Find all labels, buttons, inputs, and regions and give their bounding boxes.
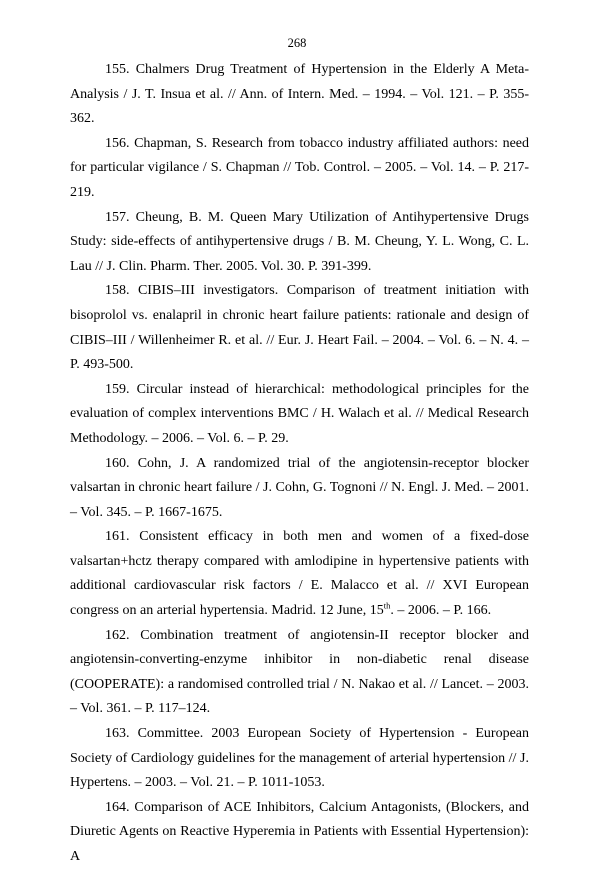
reference-list bbox=[70, 58, 529, 870]
reference-item-160: 160. Cohn, J. A randomized trial of the angiotensin-receptor blocker valsartan in chronic heart failure / J. Cohn, G. Tognoni // N. Engl. J. Med. – 2001. – Vol. 345. – P. 1667-1675. bbox=[70, 455, 529, 520]
reference-item-158: 158. CIBIS–III investigators. Comparison of treatment initiation with bisoprolol vs. enalapril in chronic heart failure patients: rationale and design of CIBIS–III / Willenheimer R. et al. // Eur. J. Heart Fail. – 2004. – Vol. 6. – N. 4. – P. 493-500. bbox=[70, 283, 529, 373]
reference-item-155: 155. Chalmers Drug Treatment of Hypertension in the Elderly A Meta-Analysis / J. T. Insua et al. // Ann. of Intern. Med. – 1994. – Vol. 121. – P. 355-362. bbox=[70, 62, 529, 127]
reference-item-161 bbox=[70, 525, 529, 623]
reference-item-164: 164. Comparison of ACE Inhibitors, Calcium Antagonists, (Blockers, and Diuretic Agents on Reactive Hyperemia in Patients with Essential Hypertension): A bbox=[70, 799, 529, 864]
reference-text: 161. Consistent efficacy in both men and women of a fixed-dose valsartan+hctz therapy compared with amlodipine in hypertensive patients with additional cardiovascular risk factors / E. Malacco et al. // XVI European congress on an arterial hypertensia. Madrid. 12 June, 15 bbox=[70, 529, 529, 619]
reference-text: . – 2006. – P. 166. bbox=[390, 603, 492, 619]
page-number: 268 bbox=[287, 36, 307, 50]
reference-item-163: 163. Committee. 2003 European Society of Hypertension - European Society of Cardiology guidelines for the management of arterial hypertension // J. Hypertens. – 2003. – Vol. 21. – P. 1011-1053. bbox=[70, 726, 529, 791]
ordinal-superscript: th bbox=[383, 600, 391, 611]
reference-item-157: 157. Cheung, B. M. Queen Mary Utilization of Antihypertensive Drugs Study: side-effects of antihypertensive drugs / B. M. Cheung, Y. L. Wong, C. L. Lau // J. Clin. Pharm. Ther. 2005. Vol. 30. P. 391-399. bbox=[70, 209, 529, 274]
reference-item-159: 159. Circular instead of hierarchical: methodological principles for the evaluation of complex interventions BMC / H. Walach et al. // Medical Research Methodology. – 2006. – Vol. 6. – P. 29. bbox=[70, 381, 529, 446]
reference-item-162: 162. Combination treatment of angiotensin-II receptor blocker and angiotensin-converting-enzyme inhibitor in non-diabetic renal disease (COOPERATE): a randomised controlled trial / N. Nakao et al. // Lancet. – 2003. – Vol. 361. – P. 117–124. bbox=[70, 627, 529, 717]
reference-item-156: 156. Chapman, S. Research from tobacco industry affiliated authors: need for particular vigilance / S. Chapman // Tob. Control. – 2005. – Vol. 14. – P. 217-219. bbox=[70, 135, 529, 200]
